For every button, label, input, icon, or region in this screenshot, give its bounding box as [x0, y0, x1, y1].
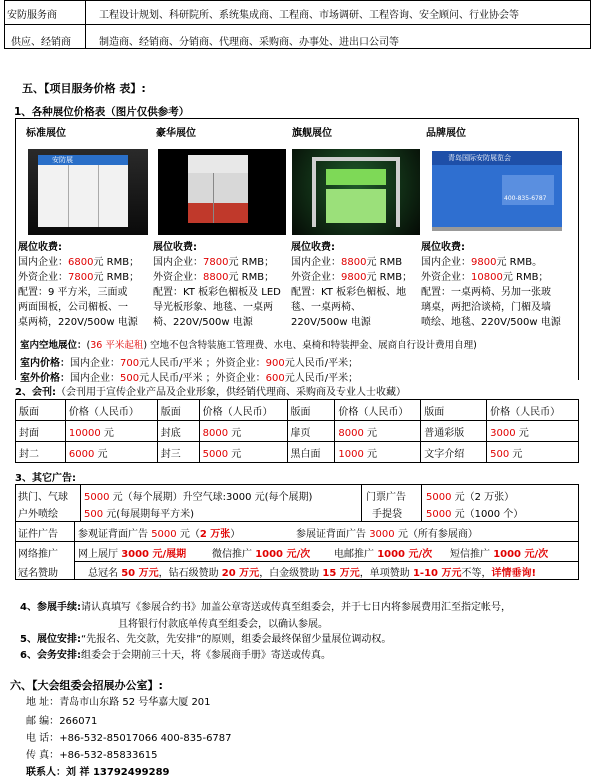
table-row: 封二 6000 元 封三 5000 元 黑白面 1000 元 文字介绍 500 元	[16, 442, 579, 463]
row2-text: 制造商、经销商、分销商、代理商、采购商、办事处、进出口公司等	[99, 37, 399, 48]
office-zip: 邮 编：266071	[26, 716, 98, 727]
booth-image-brand	[426, 145, 568, 235]
booth-sign-text: 400-835-6787	[504, 195, 547, 202]
row1-text: 工程设计规划、科研院所、系统集成商、工程商、市场调研、工程咨询、安全顾问、行业协会等	[99, 10, 519, 21]
raw-space-line: 室内空地展位：(36 平米起租) 空地不包含特装施工管理费、水电、桌椅和特装押金、展商自行设计费用自理)	[20, 340, 477, 351]
top-table	[4, 0, 591, 49]
booth-name-flagship: 旗舰展位	[292, 128, 332, 139]
booth-name-standard: 标准展位	[26, 128, 66, 139]
item-4-cont: 且将银行付款底单传真至组委会，以确认参展。	[118, 619, 328, 630]
item-4: 4、参展手续:请认真填写《参展合约书》加盖公章寄送或传真至组委会，并于七日内将参展费用汇至指定帐号，	[20, 602, 511, 613]
booth-image-flagship	[292, 149, 420, 235]
office-title: 六、【大会组委会招展办公室】:	[10, 679, 163, 692]
row1-label: 安防服务商	[7, 10, 57, 21]
section5-sub1: 1、各种展位价格表（图片仅供参考）	[14, 106, 190, 118]
booth-image-deluxe	[158, 149, 286, 235]
booth-grid: 标准展位 安防展 展位收费: 国内企业：6800元 RMB； 外资企业：7800元 RMB； 配置：9 平方米，三面或 两面围板，公司楣板、一 桌两椅，220V/500w 电源 豪华展位 展位收费: 国内企业：7800元 RMB； 外资企业：8800元 RMB； 配置：KT 板彩色楣板及 LED 导光板形象、地毯、一桌两 椅、220V/500w 电源 旗舰展位 展位收费: 国内企业：8800元 RMB 外资企业：9800元 RMB； 配置：KT 板彩色楣板、地 毯、一桌两椅、 220V/500w 电源 品牌展位 青岛国际安防展览会 400-835-6787 展位收费: 国内企业：9800元 RMB。 外资企业：10800元 RMB； 配置：一桌两椅、另加一张玻 璃桌，两把洽谈椅，门楣及墙 喷绘、地毯、220V/500w 电源 室内空地展位：(36 平米起租) 空地不包含特装施工管理费、水电、桌椅和特装押金、展商自行设计费用自理) 室内价格：国内企业：700元人民币/平米 ；外资企业：900元人民币/平米； 室外价格：国内企业：500元人民币/平米 ；外资企业：600元人民币/平米；	[15, 118, 579, 380]
other-ads-table: 拱门、气球 5000 元（每个展期）升空气球:3000 元(每个展期) 门票广告 5000 元（2 万张） 户外喷绘 500 元(每展期每平方米) 手提袋 5000 元（1000 个） 证件广告 参观证背面广告 5000 元（2 万张） 参展证背面广告 3000 元（所有参展商） 网络推广 冠名赞助 网上展厅 3000 元/展期 微信推广 1000 元/次 电邮推广 1000 元/次 短信推广 1000 元/次 总冠名 50 万元，钻石级赞助 20 万元，白金级赞助 15 万元，单项赞助 1-10 万元不等，详情垂询!	[15, 484, 579, 580]
journal-header-row: 版面 价格（人民币） 版面 价格（人民币） 版面 价格（人民币） 版面 价格（人民币）	[16, 400, 579, 421]
booth-image-standard	[28, 149, 148, 235]
office-tel: 电 话：+86-532-85017066 400-835-6787	[26, 733, 232, 744]
office-contact: 联系人：刘 祥 13792499289	[26, 767, 170, 778]
item-6: 6、会务安排:组委会于会期前三十天，将《参展商手册》寄送或传真。	[20, 650, 331, 661]
other-ads-title: 3、其它广告:	[15, 473, 76, 484]
row2-label: 供应、经销商	[11, 37, 71, 48]
item-5: 5、展位安排:“先报名、先交款，先安排”的原则，组委会最终保留少量展位调动权。	[20, 634, 392, 645]
outdoor-price-line: 室外价格：国内企业：500元人民币/平米 ；外资企业：600元人民币/平米；	[20, 373, 359, 384]
booth-sign-text: 青岛国际安防展览会	[448, 154, 511, 162]
journal-table	[15, 399, 579, 463]
booth-sign-text: 安防展	[52, 156, 73, 164]
indoor-price-line: 室内价格：国内企业：700元人民币/平米 ；外资企业：900元人民币/平米；	[20, 358, 359, 369]
journal-title-line: 2、会刊:（会刊用于宣传企业产品及企业形象，供经销代理商、采购商及专业人士收藏）	[15, 387, 406, 398]
booth-name-brand: 品牌展位	[426, 128, 466, 139]
office-address: 地 址：青岛市山东路 52 号华嘉大厦 201	[26, 697, 211, 708]
office-fax: 传 真：+86-532-85833615	[26, 750, 158, 761]
section5-title: 五、【项目服务价格 表】:	[22, 82, 146, 95]
table-row: 封面 10000 元 封底 8000 元 扉页 8000 元 普通彩版 3000 元	[16, 421, 579, 442]
booth-name-deluxe: 豪华展位	[156, 128, 196, 139]
